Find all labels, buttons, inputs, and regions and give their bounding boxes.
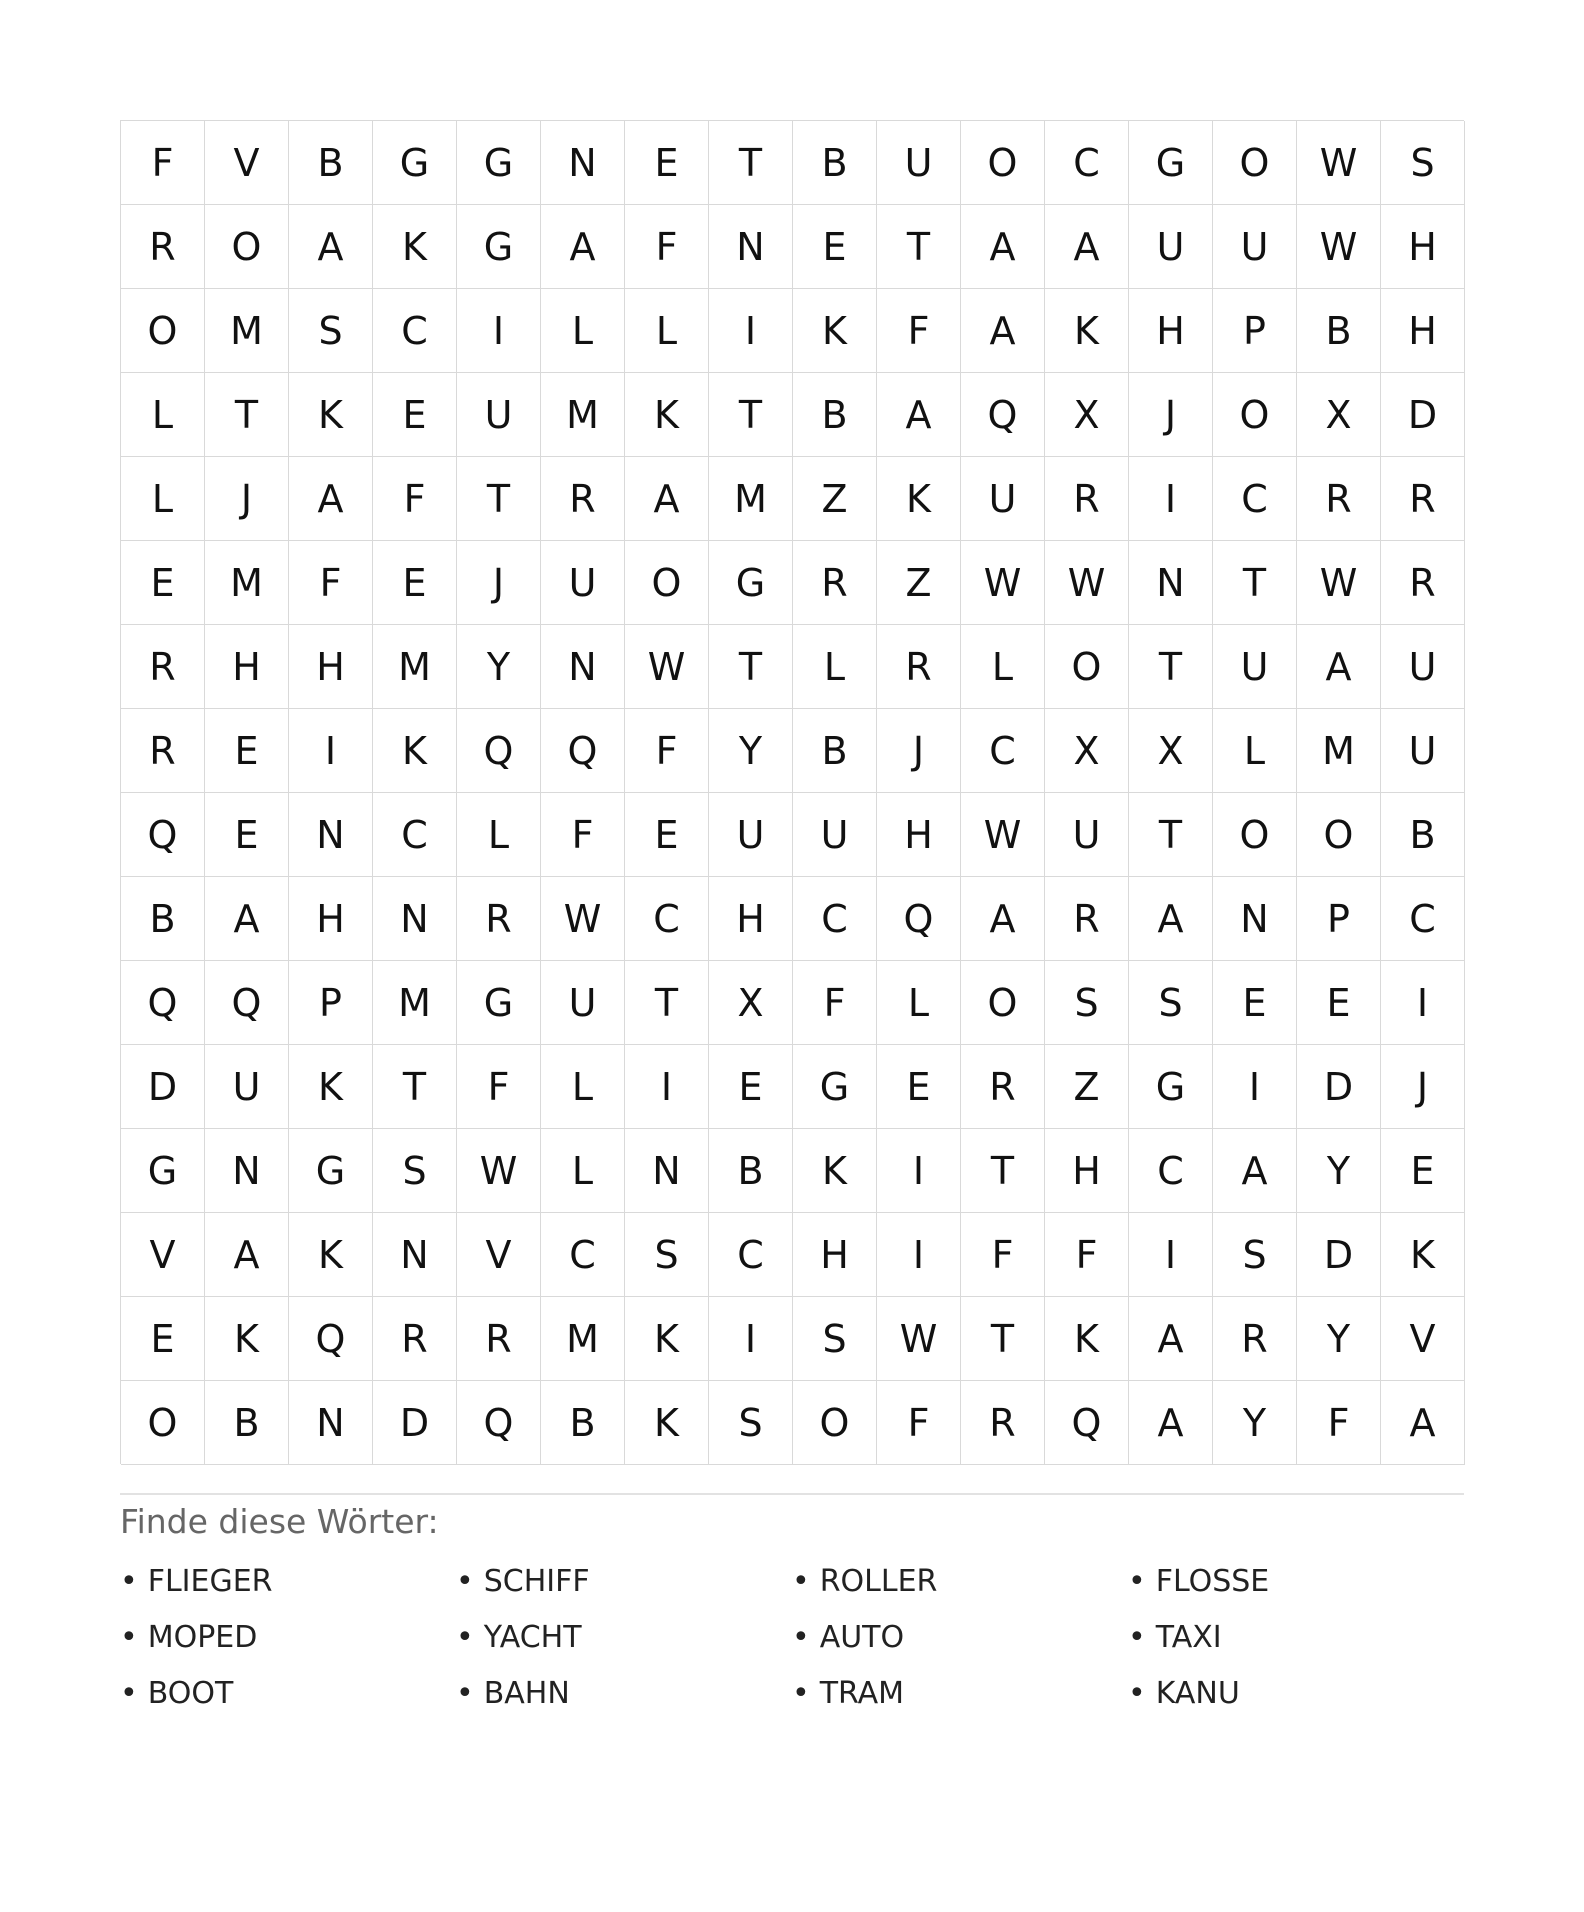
grid-cell[interactable]: V	[121, 1213, 205, 1297]
grid-cell[interactable]: C	[625, 877, 709, 961]
grid-cell[interactable]: A	[1045, 205, 1129, 289]
grid-cell[interactable]: U	[877, 121, 961, 205]
grid-cell[interactable]: N	[205, 1129, 289, 1213]
grid-cell[interactable]: I	[1381, 961, 1465, 1045]
grid-cell[interactable]: K	[373, 709, 457, 793]
grid-cell[interactable]: O	[1213, 373, 1297, 457]
grid-cell[interactable]: B	[289, 121, 373, 205]
grid-cell[interactable]: L	[625, 289, 709, 373]
grid-cell[interactable]: H	[1381, 289, 1465, 373]
word-list-item: • ROLLER	[792, 1562, 1128, 1618]
grid-cell[interactable]: R	[457, 1297, 541, 1381]
grid-cell[interactable]: R	[1213, 1297, 1297, 1381]
grid-cell[interactable]: G	[709, 541, 793, 625]
grid-cell[interactable]: K	[1045, 289, 1129, 373]
grid-cell[interactable]: D	[1381, 373, 1465, 457]
grid-cell[interactable]: T	[1213, 541, 1297, 625]
grid-cell[interactable]: F	[541, 793, 625, 877]
grid-cell[interactable]: A	[877, 373, 961, 457]
grid-cell[interactable]: T	[205, 373, 289, 457]
grid-cell[interactable]: R	[1045, 877, 1129, 961]
grid-cell[interactable]: S	[1045, 961, 1129, 1045]
grid-cell[interactable]: B	[793, 373, 877, 457]
grid-cell[interactable]: V	[205, 121, 289, 205]
grid-cell[interactable]: F	[961, 1213, 1045, 1297]
grid-cell[interactable]: F	[877, 289, 961, 373]
grid-cell[interactable]: Q	[1045, 1381, 1129, 1465]
grid-cell[interactable]: M	[205, 541, 289, 625]
grid-cell[interactable]: R	[373, 1297, 457, 1381]
grid-cell[interactable]: A	[541, 205, 625, 289]
grid-cell[interactable]: H	[205, 625, 289, 709]
grid-cell[interactable]: L	[457, 793, 541, 877]
grid-cell[interactable]: P	[1297, 877, 1381, 961]
grid-cell[interactable]: N	[709, 205, 793, 289]
grid-cell[interactable]: T	[961, 1129, 1045, 1213]
grid-cell[interactable]: Q	[541, 709, 625, 793]
grid-cell[interactable]: N	[373, 877, 457, 961]
grid-cell[interactable]: Y	[1297, 1297, 1381, 1381]
grid-cell[interactable]: T	[709, 121, 793, 205]
grid-cell[interactable]: R	[1381, 457, 1465, 541]
grid-cell[interactable]: E	[625, 793, 709, 877]
grid-cell[interactable]: C	[1129, 1129, 1213, 1213]
grid-cell[interactable]: L	[121, 457, 205, 541]
grid-cell[interactable]: S	[289, 289, 373, 373]
grid-cell[interactable]: T	[457, 457, 541, 541]
grid-cell[interactable]: E	[1213, 961, 1297, 1045]
grid-cell[interactable]: B	[205, 1381, 289, 1465]
grid-cell[interactable]: C	[1381, 877, 1465, 961]
grid-cell[interactable]: R	[457, 877, 541, 961]
grid-cell[interactable]: U	[961, 457, 1045, 541]
grid-cell[interactable]: T	[373, 1045, 457, 1129]
grid-cell[interactable]: M	[1297, 709, 1381, 793]
grid-cell[interactable]: I	[289, 709, 373, 793]
grid-cell[interactable]: G	[457, 121, 541, 205]
grid-cell[interactable]: L	[541, 289, 625, 373]
grid-cell[interactable]: N	[1129, 541, 1213, 625]
grid-cell[interactable]: R	[877, 625, 961, 709]
grid-cell[interactable]: B	[1381, 793, 1465, 877]
grid-cell[interactable]: R	[121, 709, 205, 793]
grid-cell[interactable]: Q	[121, 793, 205, 877]
grid-cell[interactable]: N	[373, 1213, 457, 1297]
grid-cell[interactable]: G	[457, 205, 541, 289]
grid-cell[interactable]: A	[961, 877, 1045, 961]
grid-cell[interactable]: T	[961, 1297, 1045, 1381]
grid-cell[interactable]: W	[1297, 205, 1381, 289]
grid-cell[interactable]: J	[457, 541, 541, 625]
grid-cell[interactable]: M	[373, 961, 457, 1045]
grid-cell[interactable]: T	[1129, 625, 1213, 709]
grid-cell[interactable]: A	[961, 205, 1045, 289]
grid-cell[interactable]: E	[1381, 1129, 1465, 1213]
grid-cell[interactable]: A	[625, 457, 709, 541]
grid-cell[interactable]: E	[373, 541, 457, 625]
grid-cell[interactable]: F	[121, 121, 205, 205]
grid-cell[interactable]: W	[457, 1129, 541, 1213]
grid-cell[interactable]: H	[709, 877, 793, 961]
grid-cell[interactable]: J	[877, 709, 961, 793]
grid-cell[interactable]: A	[1129, 1381, 1213, 1465]
grid-cell[interactable]: F	[289, 541, 373, 625]
grid-cell[interactable]: D	[373, 1381, 457, 1465]
grid-cell[interactable]: N	[1213, 877, 1297, 961]
grid-cell[interactable]: U	[205, 1045, 289, 1129]
grid-cell[interactable]: W	[961, 793, 1045, 877]
grid-cell[interactable]: K	[877, 457, 961, 541]
word-list-item: • TAXI	[1128, 1618, 1464, 1674]
grid-cell[interactable]: N	[289, 1381, 373, 1465]
grid-cell[interactable]: P	[289, 961, 373, 1045]
grid-cell[interactable]: L	[541, 1129, 625, 1213]
grid-cell[interactable]: J	[205, 457, 289, 541]
grid-cell[interactable]: Y	[457, 625, 541, 709]
grid-cell[interactable]: W	[961, 541, 1045, 625]
grid-cell[interactable]: R	[121, 625, 205, 709]
grid-cell[interactable]: B	[541, 1381, 625, 1465]
grid-cell[interactable]: O	[961, 121, 1045, 205]
grid-cell[interactable]: I	[625, 1045, 709, 1129]
grid-cell[interactable]: I	[877, 1129, 961, 1213]
grid-cell[interactable]: C	[961, 709, 1045, 793]
grid-cell[interactable]: N	[289, 793, 373, 877]
grid-cell[interactable]: K	[625, 1381, 709, 1465]
grid-cell[interactable]: I	[1213, 1045, 1297, 1129]
grid-cell[interactable]: G	[793, 1045, 877, 1129]
grid-cell[interactable]: C	[793, 877, 877, 961]
grid-cell[interactable]: R	[961, 1381, 1045, 1465]
grid-cell[interactable]: B	[793, 121, 877, 205]
word-list-item: • AUTO	[792, 1618, 1128, 1674]
grid-cell[interactable]: R	[961, 1045, 1045, 1129]
grid-cell[interactable]: B	[709, 1129, 793, 1213]
grid-cell[interactable]: C	[1045, 121, 1129, 205]
grid-cell[interactable]: E	[625, 121, 709, 205]
grid-cell[interactable]: I	[457, 289, 541, 373]
grid-cell[interactable]: G	[457, 961, 541, 1045]
grid-cell[interactable]: U	[1129, 205, 1213, 289]
grid-cell[interactable]: G	[1129, 1045, 1213, 1129]
word-list-item: • YACHT	[456, 1618, 792, 1674]
grid-cell[interactable]: E	[1297, 961, 1381, 1045]
grid-cell[interactable]: L	[793, 625, 877, 709]
grid-cell[interactable]: O	[121, 1381, 205, 1465]
grid-cell[interactable]: S	[1381, 121, 1465, 205]
grid-cell[interactable]: G	[1129, 121, 1213, 205]
grid-cell[interactable]: U	[1213, 205, 1297, 289]
grid-cell[interactable]: T	[877, 205, 961, 289]
grid-cell[interactable]: F	[625, 709, 709, 793]
grid-cell[interactable]: F	[625, 205, 709, 289]
grid-cell[interactable]: T	[709, 625, 793, 709]
grid-cell[interactable]: R	[121, 205, 205, 289]
grid-cell[interactable]: K	[1381, 1213, 1465, 1297]
grid-cell[interactable]: C	[373, 793, 457, 877]
grid-cell[interactable]: U	[709, 793, 793, 877]
word-search-grid	[120, 120, 1464, 1464]
grid-cell[interactable]: Y	[1213, 1381, 1297, 1465]
grid-cell[interactable]: R	[541, 457, 625, 541]
grid-cell[interactable]: Z	[793, 457, 877, 541]
word-list-item: • MOPED	[120, 1618, 456, 1674]
grid-cell[interactable]: U	[1381, 709, 1465, 793]
grid-cell[interactable]: I	[709, 1297, 793, 1381]
grid-cell[interactable]: W	[1297, 121, 1381, 205]
grid-cell[interactable]: I	[877, 1213, 961, 1297]
grid-cell[interactable]: K	[793, 1129, 877, 1213]
grid-cell[interactable]: S	[709, 1381, 793, 1465]
grid-cell[interactable]: M	[205, 289, 289, 373]
grid-cell[interactable]: O	[121, 289, 205, 373]
grid-cell[interactable]: A	[1297, 625, 1381, 709]
grid-cell[interactable]: A	[1129, 1297, 1213, 1381]
grid-cell[interactable]: E	[121, 1297, 205, 1381]
grid-cell[interactable]: A	[289, 457, 373, 541]
grid-cell[interactable]: O	[1213, 793, 1297, 877]
grid-cell[interactable]: U	[541, 961, 625, 1045]
grid-cell[interactable]: S	[793, 1297, 877, 1381]
divider	[120, 1493, 1464, 1495]
grid-cell[interactable]: Y	[709, 709, 793, 793]
grid-cell[interactable]: O	[625, 541, 709, 625]
grid-cell[interactable]: C	[1213, 457, 1297, 541]
grid-cell[interactable]: W	[1045, 541, 1129, 625]
grid-cell[interactable]: N	[541, 121, 625, 205]
grid-cell[interactable]: X	[1297, 373, 1381, 457]
grid-cell[interactable]: O	[1213, 121, 1297, 205]
grid-cell[interactable]: K	[289, 1045, 373, 1129]
grid-cell[interactable]: C	[541, 1213, 625, 1297]
grid-cell[interactable]: H	[1381, 205, 1465, 289]
grid-cell[interactable]: L	[1213, 709, 1297, 793]
grid-cell[interactable]: S	[1213, 1213, 1297, 1297]
grid-cell[interactable]: W	[541, 877, 625, 961]
grid-cell[interactable]: X	[1045, 373, 1129, 457]
word-list-item: • FLIEGER	[120, 1562, 456, 1618]
grid-cell[interactable]: O	[1297, 793, 1381, 877]
grid-cell[interactable]: B	[793, 709, 877, 793]
grid-cell[interactable]: T	[625, 961, 709, 1045]
grid-cell[interactable]: Q	[961, 373, 1045, 457]
grid-cell[interactable]: A	[1213, 1129, 1297, 1213]
grid-cell[interactable]: E	[373, 373, 457, 457]
grid-cell[interactable]: Q	[877, 877, 961, 961]
grid-cell[interactable]: K	[625, 373, 709, 457]
grid-cell[interactable]: A	[289, 205, 373, 289]
grid-cell[interactable]: O	[1045, 625, 1129, 709]
grid-cell[interactable]: Q	[121, 961, 205, 1045]
grid-cell[interactable]: F	[1297, 1381, 1381, 1465]
grid-cell[interactable]: U	[793, 793, 877, 877]
grid-cell[interactable]: Z	[1045, 1045, 1129, 1129]
grid-cell[interactable]: H	[289, 625, 373, 709]
grid-cell[interactable]: G	[373, 121, 457, 205]
word-list-item: • TRAM	[792, 1674, 1128, 1730]
grid-cell[interactable]: Q	[457, 1381, 541, 1465]
grid-cell[interactable]: E	[121, 541, 205, 625]
grid-cell[interactable]: I	[1129, 457, 1213, 541]
grid-cell[interactable]: U	[1213, 625, 1297, 709]
grid-cell[interactable]: U	[457, 373, 541, 457]
grid-cell[interactable]: L	[121, 373, 205, 457]
grid-cell[interactable]: F	[457, 1045, 541, 1129]
grid-cell[interactable]: A	[1129, 877, 1213, 961]
grid-cell[interactable]: E	[877, 1045, 961, 1129]
grid-cell[interactable]: E	[205, 793, 289, 877]
grid-cell[interactable]: N	[625, 1129, 709, 1213]
grid-cell[interactable]: U	[541, 541, 625, 625]
grid-cell[interactable]: A	[1381, 1381, 1465, 1465]
grid-cell[interactable]: X	[709, 961, 793, 1045]
grid-cell[interactable]: C	[373, 289, 457, 373]
grid-cell[interactable]: X	[1129, 709, 1213, 793]
word-list	[120, 1562, 1464, 1730]
grid-cell[interactable]: O	[793, 1381, 877, 1465]
grid-cell[interactable]: M	[541, 373, 625, 457]
grid-cell[interactable]: D	[121, 1045, 205, 1129]
grid-cell[interactable]: K	[625, 1297, 709, 1381]
grid-cell[interactable]: L	[961, 625, 1045, 709]
grid-cell[interactable]: O	[961, 961, 1045, 1045]
grid-cell[interactable]: L	[877, 961, 961, 1045]
grid-cell[interactable]: K	[1045, 1297, 1129, 1381]
grid-cell[interactable]: H	[793, 1213, 877, 1297]
grid-cell[interactable]: F	[793, 961, 877, 1045]
grid-cell[interactable]: G	[121, 1129, 205, 1213]
grid-cell[interactable]: Y	[1297, 1129, 1381, 1213]
grid-cell[interactable]: G	[289, 1129, 373, 1213]
grid-cell[interactable]: W	[625, 625, 709, 709]
grid-cell[interactable]: H	[877, 793, 961, 877]
grid-cell[interactable]: K	[373, 205, 457, 289]
grid-cell[interactable]: J	[1129, 373, 1213, 457]
grid-cell[interactable]: K	[289, 1213, 373, 1297]
grid-cell[interactable]: H	[289, 877, 373, 961]
grid-cell[interactable]: S	[625, 1213, 709, 1297]
grid-cell[interactable]: M	[709, 457, 793, 541]
word-list-item: • SCHIFF	[456, 1562, 792, 1618]
grid-cell[interactable]: C	[709, 1213, 793, 1297]
grid-cell[interactable]: E	[793, 205, 877, 289]
grid-cell[interactable]: M	[541, 1297, 625, 1381]
grid-cell[interactable]: U	[1381, 625, 1465, 709]
grid-cell[interactable]: R	[793, 541, 877, 625]
grid-cell[interactable]: O	[205, 205, 289, 289]
grid-cell[interactable]: B	[1297, 289, 1381, 373]
grid-cell[interactable]: K	[205, 1297, 289, 1381]
grid-cell[interactable]: R	[1045, 457, 1129, 541]
grid-cell[interactable]: T	[709, 373, 793, 457]
grid-cell[interactable]: U	[1045, 793, 1129, 877]
grid-cell[interactable]: S	[373, 1129, 457, 1213]
grid-cell[interactable]: F	[877, 1381, 961, 1465]
grid-cell[interactable]: P	[1213, 289, 1297, 373]
grid-cell[interactable]: I	[709, 289, 793, 373]
grid-cell[interactable]: J	[1381, 1045, 1465, 1129]
grid-cell[interactable]: Q	[289, 1297, 373, 1381]
grid-cell[interactable]: K	[289, 373, 373, 457]
grid-cell[interactable]: E	[205, 709, 289, 793]
grid-cell[interactable]: K	[793, 289, 877, 373]
grid-cell[interactable]: A	[961, 289, 1045, 373]
grid-cell[interactable]: B	[121, 877, 205, 961]
grid-cell[interactable]: D	[1297, 1213, 1381, 1297]
grid-cell[interactable]: V	[1381, 1297, 1465, 1381]
instructions-heading: Finde diese Wörter:	[120, 1502, 439, 1541]
grid-cell[interactable]: H	[1045, 1129, 1129, 1213]
grid-cell[interactable]: I	[1129, 1213, 1213, 1297]
word-list-item: • BAHN	[456, 1674, 792, 1730]
word-list-item: • KANU	[1128, 1674, 1464, 1730]
grid-cell[interactable]: S	[1129, 961, 1213, 1045]
grid-cell[interactable]: F	[1045, 1213, 1129, 1297]
grid-cell[interactable]: Q	[205, 961, 289, 1045]
grid-cell[interactable]: H	[1129, 289, 1213, 373]
grid-cell[interactable]: A	[205, 877, 289, 961]
grid-cell[interactable]: X	[1045, 709, 1129, 793]
grid-cell[interactable]: Z	[877, 541, 961, 625]
grid-cell[interactable]: W	[877, 1297, 961, 1381]
grid-cell[interactable]: L	[541, 1045, 625, 1129]
grid-cell[interactable]: F	[373, 457, 457, 541]
grid-cell[interactable]: R	[1381, 541, 1465, 625]
grid-cell[interactable]: R	[1297, 457, 1381, 541]
grid-cell[interactable]: A	[205, 1213, 289, 1297]
grid-cell[interactable]: D	[1297, 1045, 1381, 1129]
grid-cell[interactable]: M	[373, 625, 457, 709]
word-list-item: • BOOT	[120, 1674, 456, 1730]
word-list-item: • FLOSSE	[1128, 1562, 1464, 1618]
grid-cell[interactable]: W	[1297, 541, 1381, 625]
grid-cell[interactable]: Q	[457, 709, 541, 793]
grid-cell[interactable]: T	[1129, 793, 1213, 877]
grid-cell[interactable]: V	[457, 1213, 541, 1297]
grid-cell[interactable]: E	[709, 1045, 793, 1129]
grid-cell[interactable]: N	[541, 625, 625, 709]
